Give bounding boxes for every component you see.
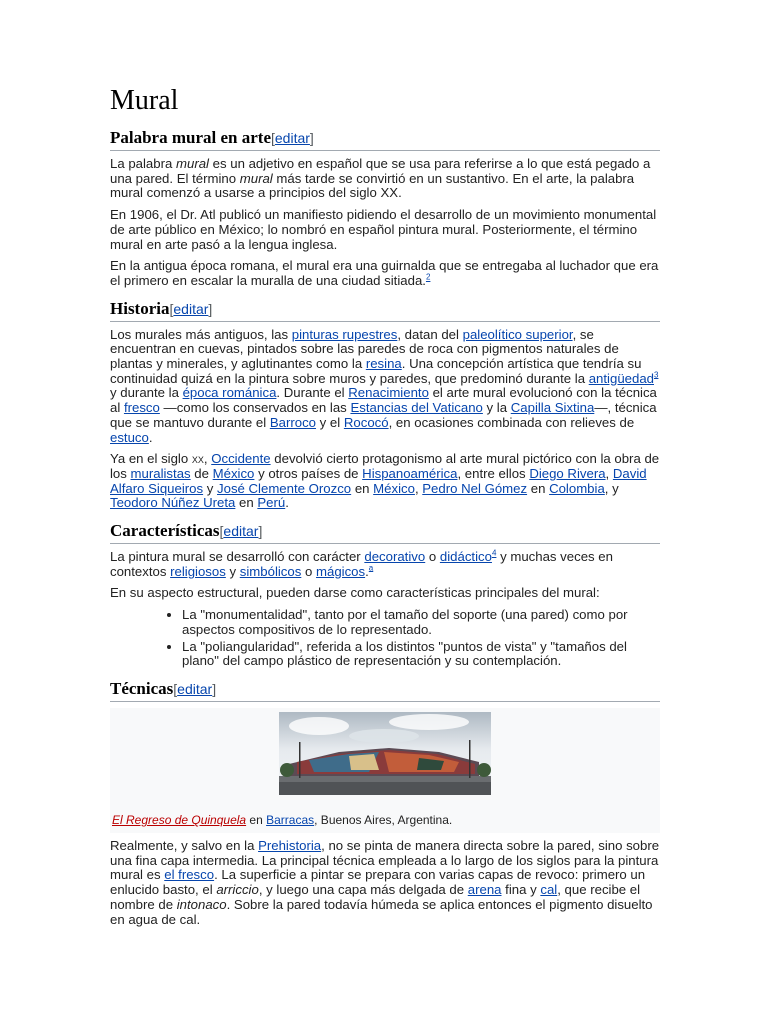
- section-heading-palabra: [110, 128, 660, 151]
- reference-link[interactable]: 4: [491, 548, 497, 558]
- wiki-link[interactable]: Hispanoamérica: [362, 465, 458, 481]
- wiki-link[interactable]: Teodoro Núñez Ureta: [110, 495, 236, 511]
- wiki-link[interactable]: mágicos: [316, 563, 366, 579]
- list-item: • La "poliangularidad", referida a los distintos "puntos de vista" y "tamaños del plano" del campo plástico de representación y su contemplación.: [182, 640, 660, 669]
- wiki-link[interactable]: Barracas: [266, 812, 315, 827]
- wiki-link[interactable]: arena: [467, 882, 502, 898]
- wiki-link[interactable]: Capilla Sixtina: [510, 400, 595, 416]
- wiki-link[interactable]: Rococó: [343, 414, 389, 430]
- edit-link[interactable]: editar: [274, 130, 310, 146]
- wiki-link[interactable]: muralistas: [130, 465, 191, 481]
- wiki-link[interactable]: Barroco: [269, 414, 317, 430]
- wiki-link[interactable]: México: [212, 465, 255, 481]
- wiki-link[interactable]: fresco: [123, 400, 160, 416]
- wiki-link[interactable]: cal: [540, 882, 558, 898]
- figure-caption: El Regreso de Quinquela en Barracas, Buenos Aires, Argentina.: [112, 812, 453, 827]
- wiki-link[interactable]: religiosos: [170, 563, 226, 579]
- page-title: Mural: [110, 85, 179, 116]
- wiki-link[interactable]: Occidente: [211, 451, 271, 467]
- edit-section: [editar]: [173, 680, 217, 697]
- wiki-link[interactable]: didáctico: [439, 549, 492, 565]
- wiki-link[interactable]: Diego Rivera: [529, 465, 606, 481]
- wiki-link[interactable]: decorativo: [364, 549, 426, 565]
- section-title: Palabra mural en arte: [110, 128, 271, 147]
- mural-photo-image: [279, 712, 491, 795]
- edit-section: [editar]: [169, 300, 213, 317]
- wiki-link[interactable]: Renacimiento: [348, 385, 429, 401]
- paragraph: En la antigua época romana, el mural era una guirnalda que se entregaba al luchador que era el primero en escalar la muralla de una ciudad sitiada.$^2$: [110, 258, 659, 288]
- reference-link[interactable]: 2: [425, 272, 431, 282]
- article-content: [110, 86, 660, 934]
- wiki-link[interactable]: resina: [365, 356, 402, 372]
- wiki-link[interactable]: Perú: [257, 495, 286, 511]
- reference-link[interactable]: a: [368, 563, 374, 573]
- caption-title-link[interactable]: El Regreso de Quinquela: [112, 812, 247, 827]
- wiki-link[interactable]: Pedro Nel Gómez: [422, 480, 528, 496]
- edit-section: [editar]: [219, 523, 263, 540]
- wiki-link[interactable]: pinturas rupestres: [291, 326, 398, 342]
- section-heading-tecnicas: [110, 679, 660, 702]
- paragraph: La pintura mural se desarrolló con carácter decorativo o didáctico$^4$ y muchas veces en contextos religiosos y simbólicos o mágicos.$^a$: [110, 548, 613, 579]
- section-title: Técnicas: [110, 678, 174, 698]
- paragraph: Los murales más antiguos, las pinturas rupestres, datan del paleolítico superior, se encuentran en cuevas, pintados sobre las paredes de roca con pigmentos naturales de plantas y minerales, y aglutinantes como la resina. Una concepción artística que tendría su continuidad quizá en la pintura sobre muros y paredes, que predominó durante la antigüedad$^3$ y durante la época románica. Durante el Renacimiento el arte mural evolucionó con la técnica al fresco —como los conservados en las Estancias del Vaticano y la Capilla Sixtina—, técnica que se mantuvo durante el Barroco y el Rococó, en ocasiones combinada con relieves de estuco.: [110, 326, 659, 445]
- paragraph: Realmente, y salvo en la Prehistoria, no se pinta de manera directa sobre la pared, sino sobre una fina capa intermedia. La principal técnica empleada a lo largo de los siglos para la pintura mural es el fresco. La superficie a pintar se prepara con varias capas de revoco: primero un enlucido basto, el arriccio, y luego una capa más delgada de arena fina y cal, que recibe el nombre de intonaco. Sobre la pared todavía húmeda se aplica entonces el pigmento disuelto en agua de cal.: [110, 837, 660, 927]
- wiki-link[interactable]: estuco: [110, 429, 149, 445]
- wiki-link[interactable]: antigüedad: [588, 370, 654, 386]
- edit-link[interactable]: editar: [223, 523, 259, 540]
- wiki-link[interactable]: Prehistoria: [258, 837, 322, 853]
- wiki-link[interactable]: David Alfaro Siqueiros: [110, 465, 647, 496]
- section-heading-caracteristicas: [110, 521, 660, 544]
- wiki-link[interactable]: José Clemente Orozco: [217, 480, 352, 496]
- wiki-link[interactable]: el fresco: [164, 867, 215, 883]
- section-heading-historia: [110, 299, 660, 322]
- edit-section: [editar]: [271, 130, 314, 146]
- edit-link[interactable]: editar: [177, 680, 213, 697]
- wiki-link[interactable]: simbólicos: [239, 563, 302, 579]
- wiki-link[interactable]: paleolítico superior: [462, 326, 573, 342]
- list-item: • La "monumentalidad", tanto por el tamaño del soporte (una pared) como por aspectos compositivos de lo representado.: [182, 608, 660, 637]
- wiki-link[interactable]: Colombia: [549, 480, 605, 496]
- edit-link[interactable]: editar: [173, 300, 209, 317]
- section-title: Historia: [110, 298, 170, 318]
- figure: [110, 708, 660, 833]
- mural-photo[interactable]: [279, 712, 491, 795]
- characteristics-list: [110, 608, 660, 669]
- wiki-link[interactable]: época románica: [182, 385, 277, 401]
- reference-link[interactable]: 3: [654, 370, 659, 380]
- paragraph: Ya en el siglo xx, Occidente devolvió cierto protagonismo al arte mural pictórico con la obra de los muralistas de México y otros países de Hispanoamérica, entre ellos Diego Rivera, David Alfaro Siqueiros y José Clemente Orozco en México, Pedro Nel Gómez en Colombia, y Teodoro Núñez Ureta en Perú.: [110, 451, 660, 511]
- section-title: Características: [110, 521, 220, 541]
- wiki-link[interactable]: México: [373, 480, 415, 496]
- paragraph: En su aspecto estructural, pueden darse como características principales del mural:: [110, 585, 600, 601]
- paragraph: La palabra mural es un adjetivo en español que se usa para referirse a lo que está pegado a una pared. El término mural más tarde se convirtió en un sustantivo. En el arte, la palabra mural comenzó a usarse a principios del siglo XX.: [110, 156, 651, 201]
- paragraph: En 1906, el Dr. Atl publicó un manifiesto pidiendo el desarrollo de un movimiento monumental de arte público en México; lo nombró en español pintura mural. Posteriormente, el término mural en arte pasó a la lengua inglesa.: [110, 207, 657, 252]
- wiki-link[interactable]: Estancias del Vaticano: [350, 400, 483, 416]
